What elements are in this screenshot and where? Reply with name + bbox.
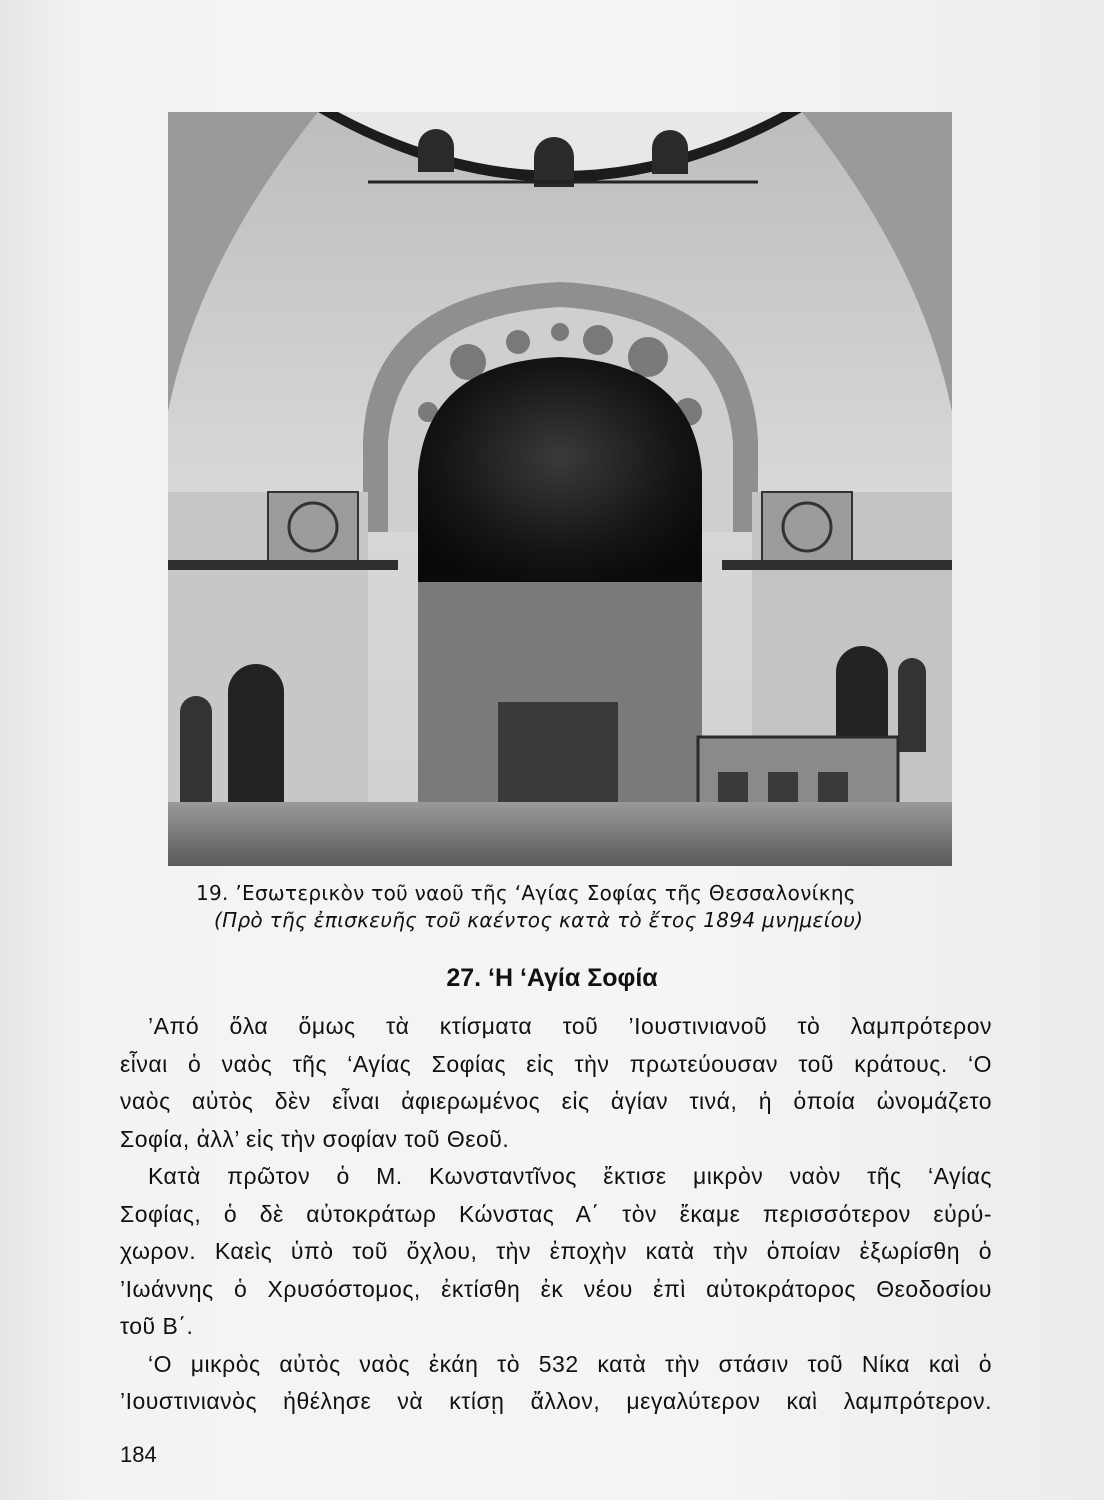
church-interior-photo xyxy=(168,112,952,866)
body-text xyxy=(120,1008,992,1421)
text-line: τοῦ Β΄. xyxy=(120,1313,194,1339)
text-line: ’Ιωάννης ὁ Χρυσόστομος, ἐκτίσθη ἐκ νέου ἐπὶ αὐτοκράτορος Θεοδοσίου xyxy=(120,1275,992,1302)
figure-caption: 19. ’Εσωτερικὸν τοῦ ναοῦ τῆς ‘Αγίας Σοφίας τῆς Θεσσαλονίκης xyxy=(196,881,856,905)
text-line: Σοφία, ἀλλ’ εἰς τὴν σοφίαν τοῦ Θεοῦ. xyxy=(120,1125,510,1152)
photo-illustration xyxy=(168,112,952,866)
figure-caption-note: (Πρὸ τῆς ἐπισκευῆς τοῦ καέντος κατὰ τὸ ἔτος 1894 μνημείου) xyxy=(214,908,864,932)
text-line: Κατὰ πρῶτον ὁ Μ. Κωνσταντῖνος ἔκτισε μικρὸν ναὸν τῆς ‘Αγίας xyxy=(148,1163,992,1189)
page-number: 184 xyxy=(120,1442,157,1467)
text-line: εἶναι ὁ ναὸς τῆς ‘Αγίας Σοφίας εἰς τὴν πρωτεύουσαν τοῦ κράτους. ‘Ο xyxy=(120,1050,992,1077)
text-line: χωρον. Καεὶς ὑπὸ τοῦ ὄχλου, τὴν ἐποχὴν κατὰ τὴν ὁποίαν ἐξωρίσθη ὁ xyxy=(120,1238,992,1264)
text-line: ‘Ο μικρὸς αὐτὸς ναὸς ἐκάη τὸ 532 κατὰ τὴν στάσιν τοῦ Νίκα καὶ ὁ xyxy=(148,1350,992,1377)
text-line: ’Από ὅλα ὅμως τὰ κτίσματα τοῦ ’Ιουστινιανοῦ τὸ λαμπρότερον xyxy=(148,1013,992,1039)
text-line: ναὸς αὐτὸς δὲν εἶναι ἀφιερωμένος εἰς ἁγίαν τινά, ἡ ὁποία ὠνομάζετο xyxy=(120,1088,992,1114)
section-heading: 27. ‘Η ‘Αγία Σοφία xyxy=(446,964,658,992)
text-line: Σοφίας, ὁ δὲ αὐτοκράτωρ Κώνστας Α΄ τὸν ἔκαμε περισσότερον εὐρύ- xyxy=(120,1200,992,1227)
text-line: ’Ιουστινιανὸς ἠθέλησε νὰ κτίσῃ ἄλλον, μεγαλύτερον καὶ λαμπρότερον. xyxy=(120,1388,992,1414)
